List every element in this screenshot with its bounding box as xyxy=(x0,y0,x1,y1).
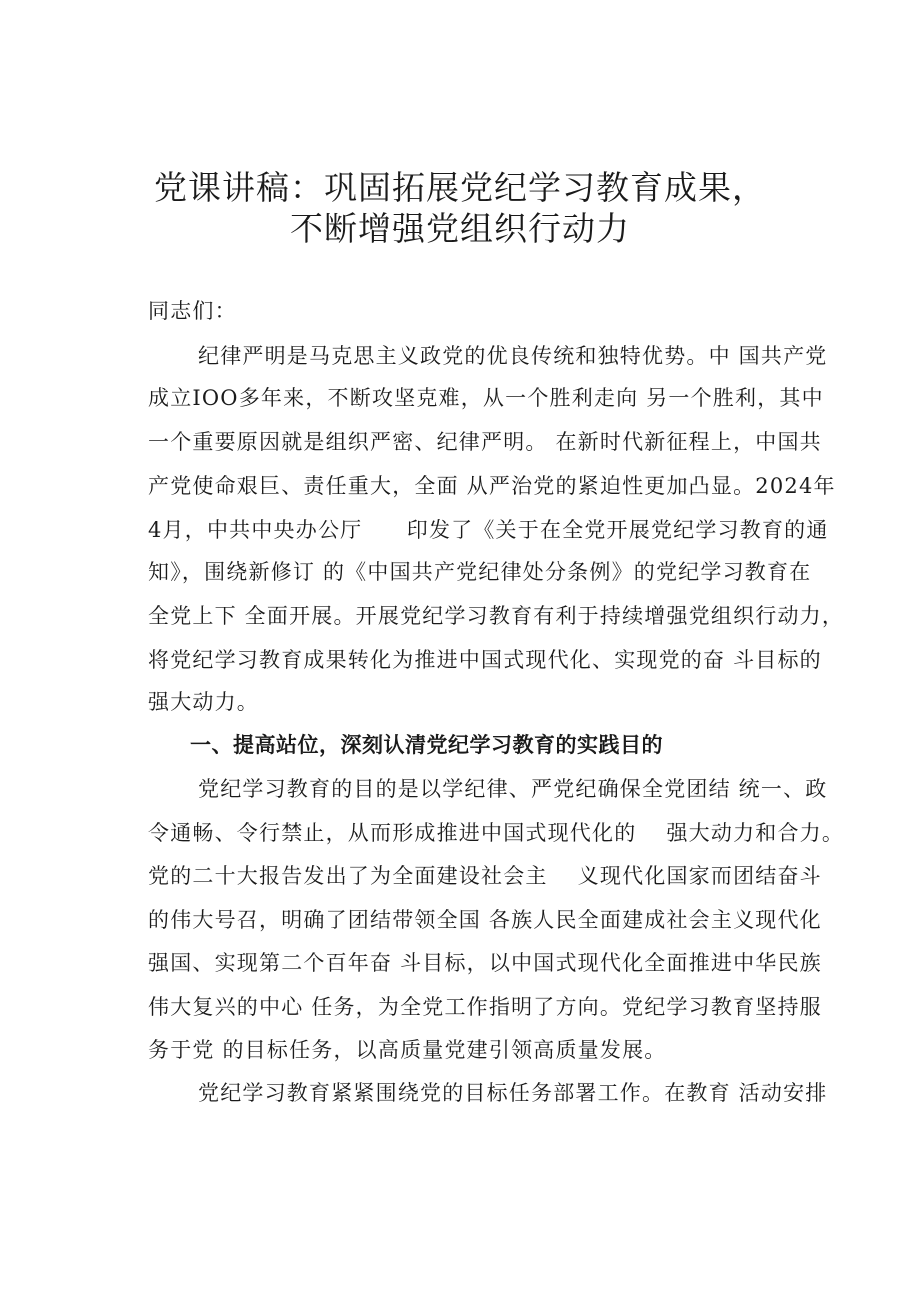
document-title-line-2: 不断增强党组织行动力 xyxy=(290,209,630,248)
paragraph-1-line: 4月，中共中央办公厅 印发了《关于在全党开展党纪学习教育的通 xyxy=(148,518,829,542)
document-title-line-1: 党课讲稿：巩固拓展党纪学习教育成果， xyxy=(154,168,766,207)
paragraph-1-line: 成立IOO多年来，不断攻坚克难，从一个胜利走向 另一个胜利，其中 xyxy=(148,386,824,410)
section-1-heading: 一、提高站位，深刻认清党纪学习教育的实践目的 xyxy=(190,733,663,757)
paragraph-3-line: 党纪学习教育紧紧围绕党的目标任务部署工作。在教育 活动安排 xyxy=(198,1081,828,1105)
paragraph-2-line: 党的二十大报告发出了为全面建设社会主 义现代化国家而团结奋斗 xyxy=(148,864,822,888)
paragraph-2-line: 党纪学习教育的目的是以学纪律、严党纪确保全党团结 统一、政 xyxy=(198,777,828,801)
paragraph-2-line: 务于党 的目标任务，以高质量党建引领高质量发展。 xyxy=(148,1038,667,1062)
paragraph-1-line: 一个重要原因就是组织严密、纪律严明。 在新时代新征程上，中国共 xyxy=(148,430,822,454)
paragraph-2-line: 强国、实现第二个百年奋 斗目标，以中国式现代化全面推进中华民族 xyxy=(148,951,822,975)
paragraph-1-line: 产党使命艰巨、责任重大，全面 从严治党的紧迫性更加凸显。2024年 xyxy=(148,474,836,498)
paragraph-2-line: 令通畅、令行禁止，从而形成推进中国式现代化的 强大动力和合力。 xyxy=(148,821,845,845)
paragraph-1-line: 知》，围绕新修订 的《中国共产党纪律处分条例》的党纪学习教育在 xyxy=(148,560,812,584)
salutation: 同志们： xyxy=(148,299,237,323)
paragraph-1-line: 将党纪学习教育成果转化为推进中国式现代化、实现党的奋 斗目标的 xyxy=(148,648,822,672)
paragraph-2-line: 的伟大号召，明确了团结带领全国 各族人民全面建成社会主义现代化 xyxy=(148,908,822,932)
paragraph-1-line: 全党上下 全面开展。开展党纪学习教育有利于持续增强党组织行动力， xyxy=(148,604,845,628)
paragraph-1-line: 纪律严明是马克思主义政党的优良传统和独特优势。中 国共产党 xyxy=(198,344,828,368)
paragraph-2-line: 伟大复兴的中心 任务，为全党工作指明了方向。党纪学习教育坚持服 xyxy=(148,995,822,1019)
paragraph-1-line: 强大动力。 xyxy=(148,690,259,714)
